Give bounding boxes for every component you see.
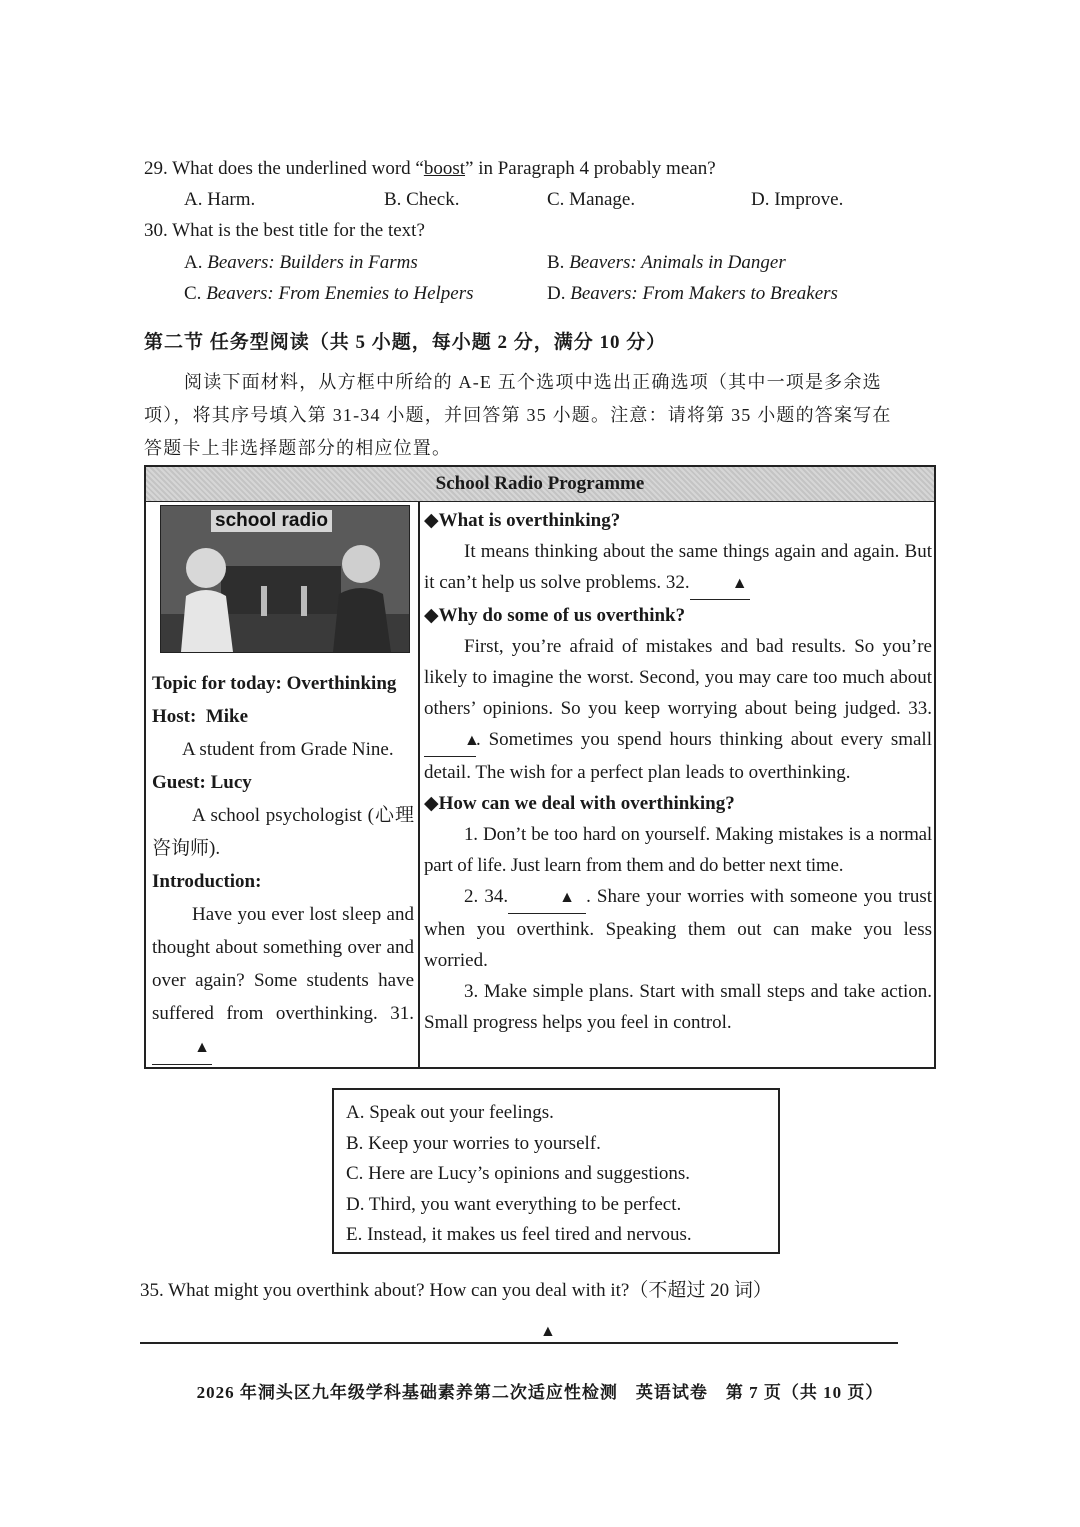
reading-table: [144, 465, 936, 1069]
column-divider: [418, 501, 420, 1069]
question-29-text-before: What does the underlined word “: [172, 158, 424, 179]
underlined-word: boost: [423, 158, 466, 179]
how-item-1: 1. Don’t be too hard on yourself. Making mistakes is a normal part of life. Just learn from them and do better next time.: [424, 824, 932, 876]
question-30-stem: 30. What is the best title for the text?: [144, 220, 425, 241]
q30-option-a: A. Beavers: Builders in Farms: [184, 252, 418, 273]
option-a: A. Speak out your feelings.: [346, 1102, 554, 1123]
right-column: [424, 505, 932, 1038]
option-c: C. Here are Lucy’s opinions and suggestions.: [346, 1163, 691, 1184]
q30-option-c: C. Beavers: From Enemies to Helpers: [184, 283, 474, 304]
guest-label: Guest: Lucy: [152, 772, 252, 793]
section-heading: 第二节 任务型阅读（共 5 小题，每小题 2 分，满分 10 分）: [144, 332, 667, 353]
q29-option-c: C. Manage.: [547, 189, 636, 210]
blank-33: ▲: [424, 724, 476, 757]
table-title: School Radio Programme: [146, 467, 934, 502]
how-item-2: 2. 34. ▲ . Share your worries with someone you trust when you overthink. Speaking them out can make you less worried.: [424, 881, 932, 976]
q30-option-d: D. Beavers: From Makers to Breakers: [547, 283, 838, 304]
option-b: B. Keep your worries to yourself.: [346, 1132, 601, 1154]
host-line: Host: Mike: [152, 706, 249, 727]
why-heading: ◆Why do some of us overthink?: [424, 605, 686, 626]
what-text: It means thinking about the same things again and again. But it can’t help us solve problems. 32. ▲: [424, 536, 932, 600]
option-e: E. Instead, it makes us feel tired and nervous.: [346, 1224, 692, 1245]
school-radio-photo: [160, 505, 410, 653]
topic-label: Topic for today: Overthinking: [152, 673, 397, 694]
question-29-number: 29.: [144, 158, 168, 179]
introduction-text: Have you ever lost sleep and thought about something over and over again? Some students have suffered from overthinking. 31.▲: [152, 898, 414, 1065]
how-heading: ◆How can we deal with overthinking?: [424, 793, 735, 814]
why-text: First, you’re afraid of mistakes and bad results. So you’re likely to imagine the worst. Second, you may care too much about others’ opinions. So you keep worrying about being judged. 33.▲. Sometimes you spend hours thinking about every small detail. The wish for a perfect plan leads to overthinking.: [424, 636, 932, 783]
host-description: A student from Grade Nine.: [182, 739, 394, 760]
what-heading: ◆What is overthinking?: [424, 510, 621, 531]
introduction-label: Introduction:: [152, 871, 262, 892]
blank-31: ▲: [152, 1030, 212, 1065]
photo-label: school radio: [211, 510, 332, 532]
blank-34: ▲: [508, 881, 586, 914]
page-footer: 2026 年洞头区九年级学科基础素养第二次适应性检测 英语试卷 第 7 页（共 10 页）: [196, 1383, 884, 1402]
option-d: D. Third, you want everything to be perfect.: [346, 1193, 682, 1215]
question-35-stem: 35. What might you overthink about? How can you deal with it?（不超过 20 词）: [140, 1280, 772, 1301]
blank-32: ▲: [690, 567, 750, 600]
host-name: Mike: [205, 706, 249, 727]
left-column: [152, 505, 414, 1065]
answer-marker: ▲: [540, 1323, 556, 1340]
options-box: [332, 1088, 780, 1254]
q29-option-b: B. Check.: [384, 189, 460, 210]
question-29-stem: [144, 157, 716, 181]
section-instruction: 阅读下面材料，从方框中所给的 A-E 五个选项中选出正确选项（其中一项是多余选项），将其序号填入第 31-34 小题，并回答第 35 小题。注意：请将第 35 小题的答案写在答题卡上非选择题部分的相应位置。: [144, 372, 892, 458]
q29-option-a: A. Harm.: [184, 189, 256, 210]
guest-description: A school psychologist (心理咨询师).: [152, 805, 414, 859]
answer-line: [140, 1342, 898, 1344]
q29-option-d: D. Improve.: [751, 189, 844, 210]
how-item-3: 3. Make simple plans. Start with small steps and take action. Small progress helps you feel in control.: [424, 981, 932, 1033]
question-29-text-after: ” in Paragraph 4 probably mean?: [465, 158, 716, 179]
q30-option-b: B. Beavers: Animals in Danger: [547, 252, 786, 273]
